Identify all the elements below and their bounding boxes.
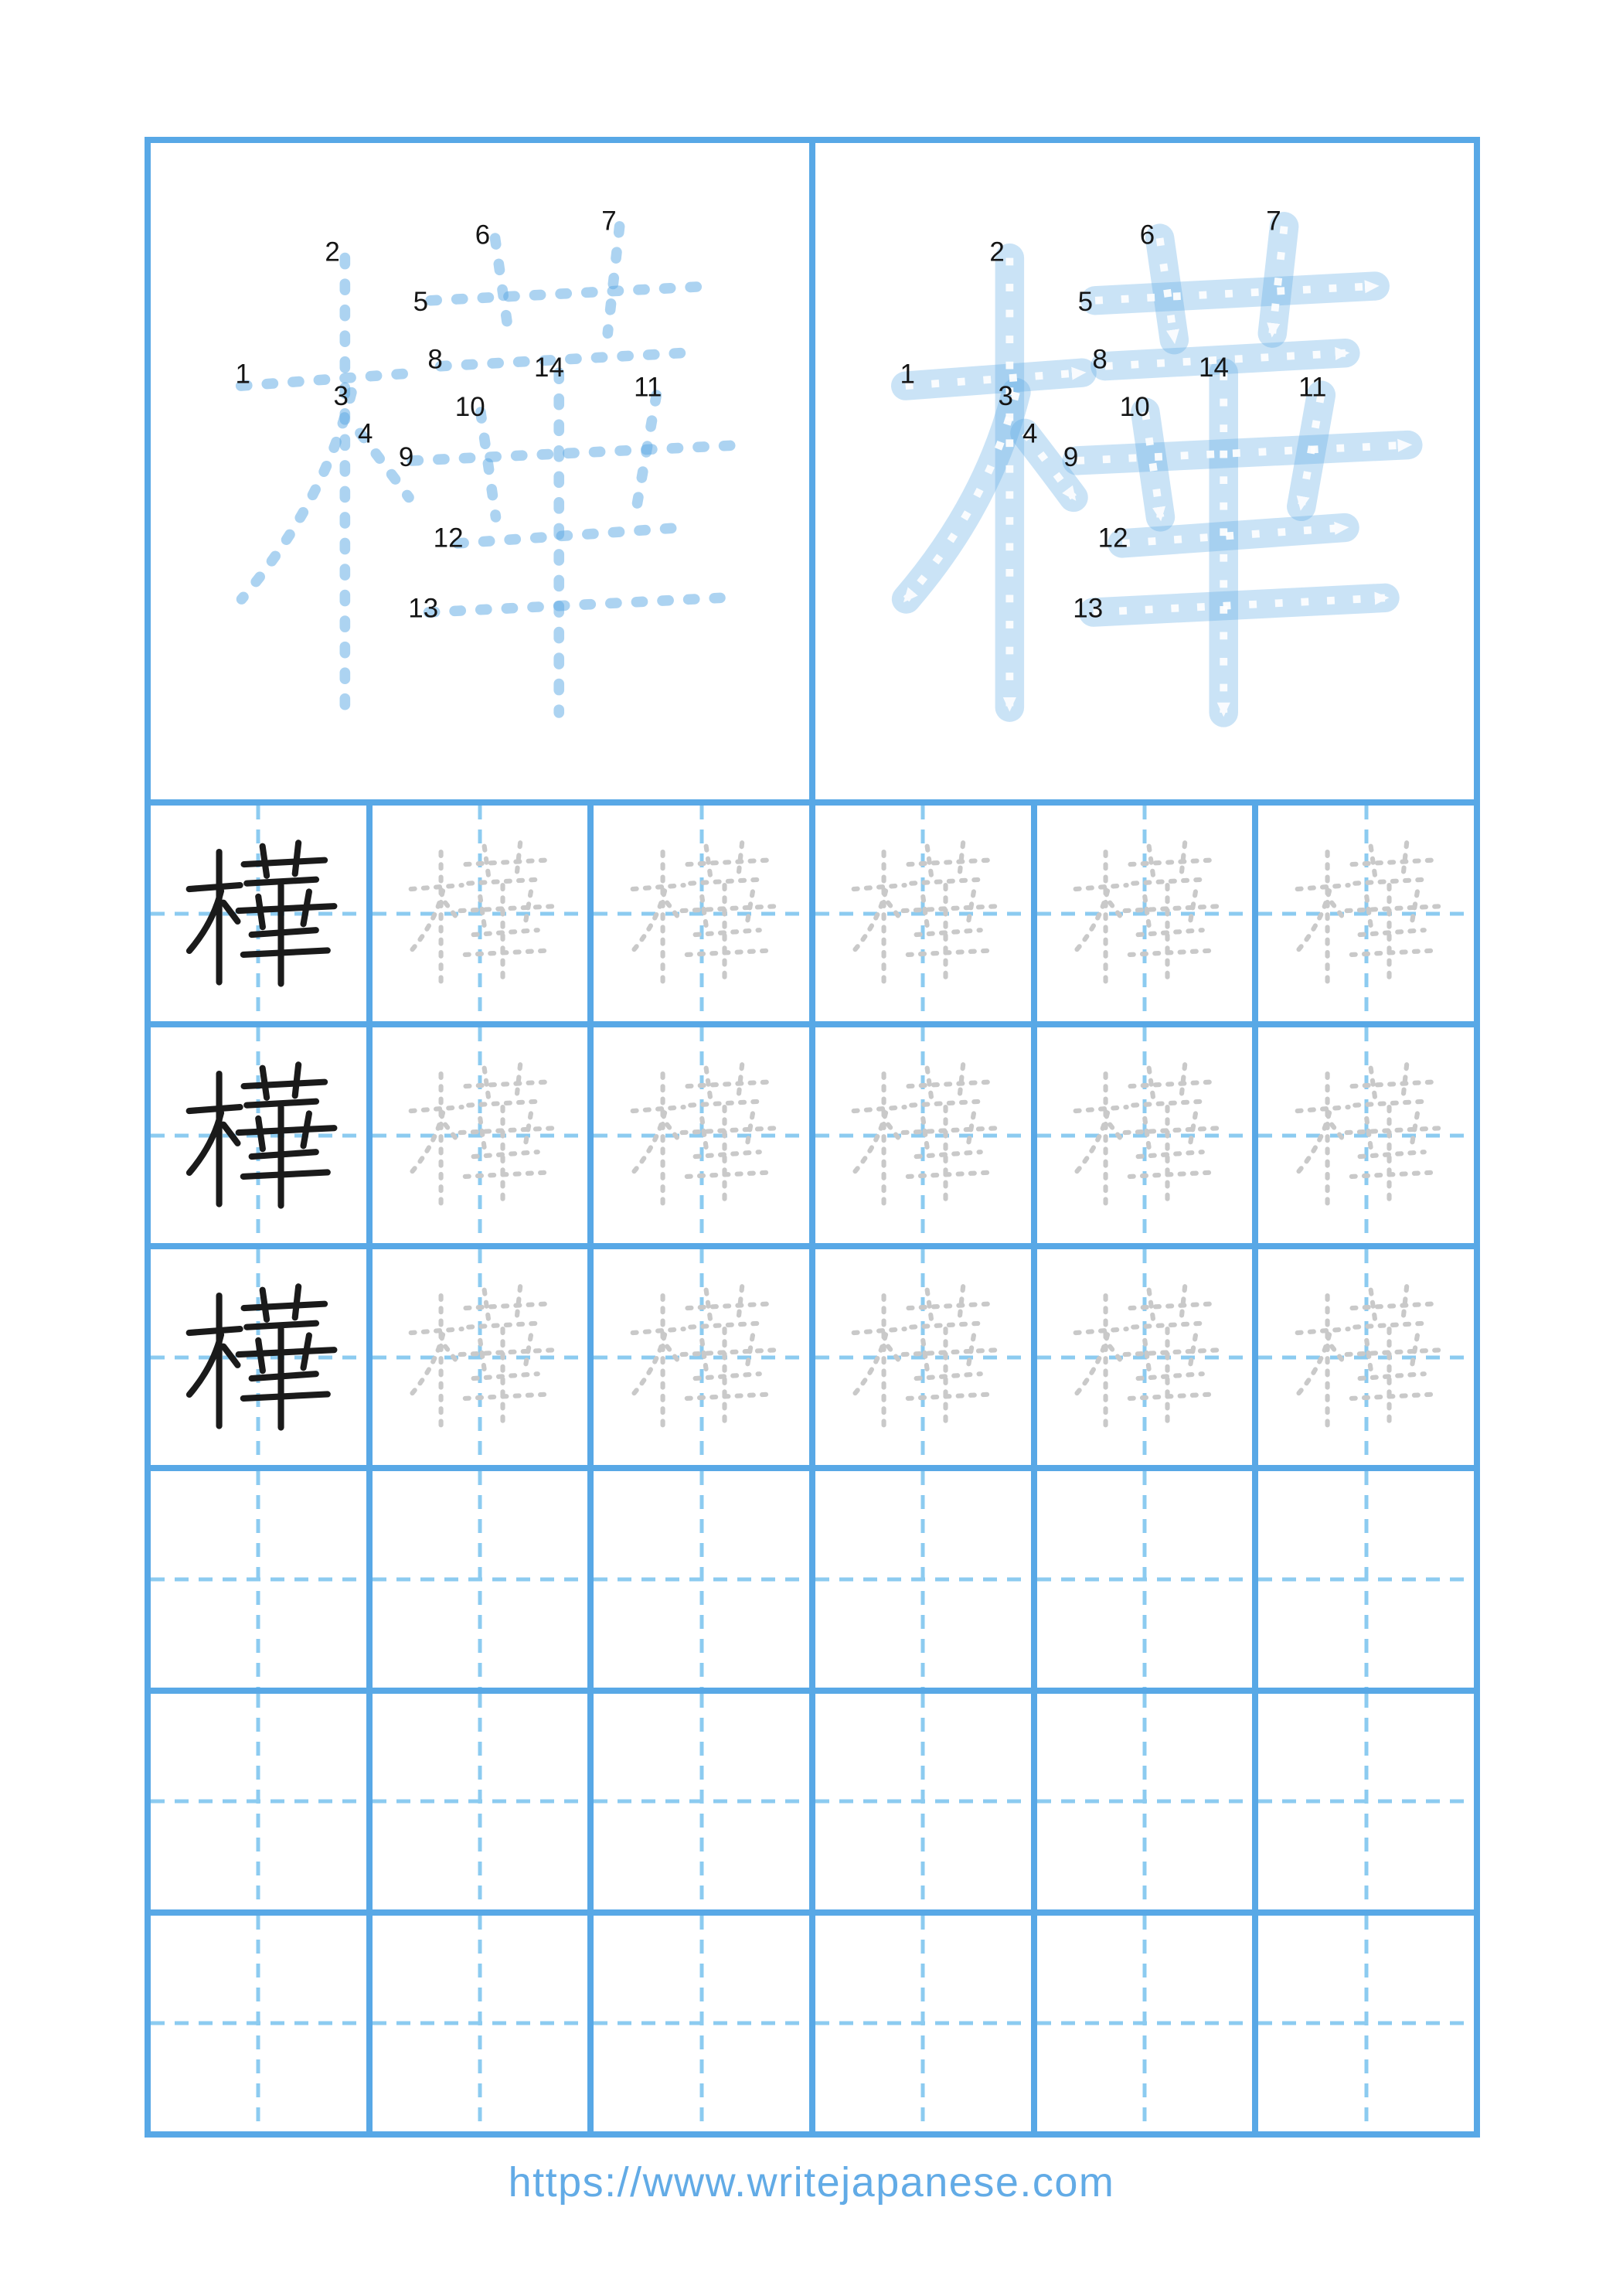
practice-cell-r3-c2 (373, 1249, 588, 1465)
worksheet-frame (145, 137, 1480, 2138)
stroke-number: 5 (1077, 286, 1094, 317)
trace-kanji (815, 1249, 1031, 1465)
trace-kanji (1037, 1027, 1253, 1243)
practice-cell-r5-c6 (1258, 1694, 1474, 1909)
stroke-number: 11 (634, 372, 662, 403)
cell-center-guide-vertical (1364, 1694, 1368, 1909)
practice-cell-r3-c1 (151, 1249, 366, 1465)
trace-kanji (1258, 1249, 1474, 1465)
stroke-number: 9 (1063, 442, 1079, 473)
cell-center-guide-vertical (257, 1471, 260, 1687)
stroke-number: 1 (900, 359, 915, 390)
practice-cell-r5-c5 (1037, 1694, 1253, 1909)
footer (0, 2158, 1623, 2206)
practice-cell-r5-c4 (815, 1694, 1031, 1909)
stroke-number: 1 (235, 359, 250, 390)
practice-cell-r1-c4 (815, 806, 1031, 1021)
practice-cell-r4-c5 (1037, 1471, 1253, 1687)
example-kanji (151, 1249, 366, 1465)
cell-center-guide-vertical (921, 1471, 925, 1687)
practice-cell-r2-c1 (151, 1027, 366, 1243)
stroke-number: 14 (1199, 352, 1229, 383)
cell-center-guide-vertical (921, 1694, 925, 1909)
stroke-number: 6 (475, 220, 491, 250)
practice-cell-r6-c4 (815, 1916, 1031, 2131)
stroke-number: 13 (1073, 593, 1104, 624)
trace-kanji (373, 806, 588, 1021)
trace-kanji (1037, 806, 1253, 1021)
practice-cell-r3-c6 (1258, 1249, 1474, 1465)
stroke-direction-guide (815, 143, 1474, 799)
stroke-number: 14 (534, 352, 564, 383)
stroke-number: 6 (1139, 220, 1155, 250)
trace-kanji (1037, 1249, 1253, 1465)
practice-cell-r2-c3 (594, 1027, 809, 1243)
practice-cell-r5-c1 (151, 1694, 366, 1909)
example-kanji (151, 806, 366, 1021)
footer-url-link[interactable]: https://www.writejapanese.com (508, 2159, 1115, 2206)
stroke-number: 12 (433, 523, 464, 554)
practice-cell-r4-c6 (1258, 1471, 1474, 1687)
practice-cell-r1-c2 (373, 806, 588, 1021)
practice-cell-r3-c4 (815, 1249, 1031, 1465)
practice-cell-r2-c6 (1258, 1027, 1474, 1243)
stroke-number: 8 (427, 344, 443, 375)
trace-kanji (373, 1249, 588, 1465)
trace-kanji (815, 806, 1031, 1021)
practice-cell-r1-c6 (1258, 806, 1474, 1021)
practice-cell-r2-c2 (373, 1027, 588, 1243)
trace-kanji (815, 1027, 1031, 1243)
trace-kanji (1258, 1027, 1474, 1243)
stroke-number: 10 (454, 391, 485, 422)
cell-center-guide-vertical (257, 1916, 260, 2131)
stroke-number: 7 (1266, 206, 1281, 237)
practice-cell-r5-c2 (373, 1694, 588, 1909)
practice-cell-r2-c5 (1037, 1027, 1253, 1243)
stroke-number: 7 (601, 206, 617, 237)
stroke-number: 13 (408, 593, 439, 624)
practice-cell-r3-c5 (1037, 1249, 1253, 1465)
stroke-number: 8 (1092, 344, 1108, 375)
stroke-number: 10 (1119, 391, 1150, 422)
practice-cell-r3-c3 (594, 1249, 809, 1465)
stroke-number: 4 (358, 418, 373, 449)
cell-center-guide-vertical (1364, 1916, 1368, 2131)
cell-center-guide-vertical (257, 1694, 260, 1909)
stroke-number: 2 (325, 237, 340, 267)
cell-center-guide-vertical (1142, 1471, 1146, 1687)
cell-center-guide-vertical (699, 1694, 703, 1909)
stroke-number: 3 (333, 381, 349, 412)
practice-cell-r4-c3 (594, 1471, 809, 1687)
stroke-order-diagram (151, 143, 809, 799)
stroke-number: 3 (998, 381, 1013, 412)
cell-center-guide-vertical (699, 1916, 703, 2131)
trace-kanji (1258, 806, 1474, 1021)
practice-cell-r1-c3 (594, 806, 809, 1021)
practice-cell-r6-c5 (1037, 1916, 1253, 2131)
example-kanji (151, 1027, 366, 1243)
cell-center-guide-vertical (1364, 1471, 1368, 1687)
practice-cell-r1-c1 (151, 806, 366, 1021)
trace-kanji (594, 1249, 809, 1465)
cell-center-guide-vertical (478, 1694, 481, 1909)
practice-cell-r6-c6 (1258, 1916, 1474, 2131)
practice-cell-r6-c1 (151, 1916, 366, 2131)
cell-center-guide-vertical (699, 1471, 703, 1687)
stroke-number: 11 (1298, 372, 1327, 403)
practice-cell-r4-c1 (151, 1471, 366, 1687)
practice-cell-r4-c2 (373, 1471, 588, 1687)
stroke-number: 2 (989, 237, 1005, 267)
trace-kanji (594, 806, 809, 1021)
cell-center-guide-vertical (478, 1471, 481, 1687)
practice-cell-r6-c2 (373, 1916, 588, 2131)
trace-kanji (594, 1027, 809, 1243)
practice-cell-r6-c3 (594, 1916, 809, 2131)
practice-cell-r5-c3 (594, 1694, 809, 1909)
cell-center-guide-vertical (921, 1916, 925, 2131)
stroke-number: 9 (398, 442, 414, 473)
cell-center-guide-vertical (1142, 1694, 1146, 1909)
practice-cell-r1-c5 (1037, 806, 1253, 1021)
stroke-number: 5 (413, 286, 429, 317)
stroke-number: 4 (1022, 418, 1038, 449)
practice-cell-r4-c4 (815, 1471, 1031, 1687)
stroke-number: 12 (1097, 523, 1128, 554)
trace-kanji (373, 1027, 588, 1243)
cell-center-guide-vertical (1142, 1916, 1146, 2131)
cell-center-guide-vertical (478, 1916, 481, 2131)
practice-cell-r2-c4 (815, 1027, 1031, 1243)
